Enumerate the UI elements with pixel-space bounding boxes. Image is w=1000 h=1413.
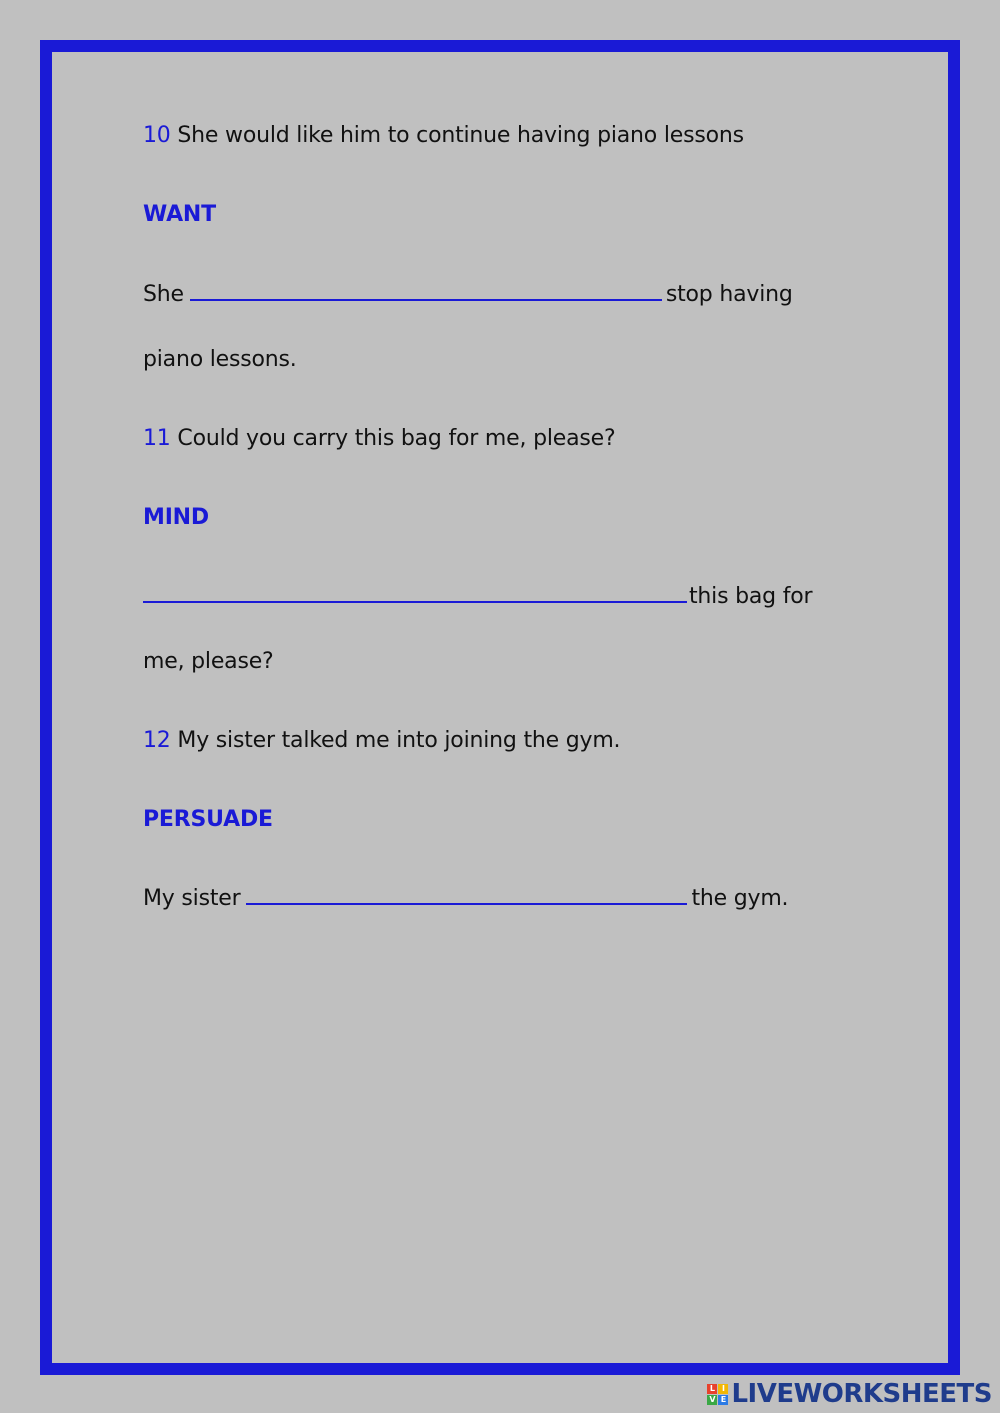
exercise-10-prompt <box>143 121 744 151</box>
answer-suffix: this bag for <box>689 584 813 609</box>
exercise-11-answer <box>143 581 812 612</box>
answer-blank[interactable] <box>190 279 662 301</box>
exercise-sentence: My sister talked me into joining the gym. <box>177 728 621 753</box>
exercise-10-answer-continuation: piano lessons. <box>143 347 297 372</box>
logo-letter: I <box>718 1384 728 1394</box>
brand-name: LIVEWORKSHEETS <box>731 1379 992 1409</box>
exercise-10-keyword: WANT <box>143 202 216 227</box>
exercise-number: 11 <box>143 426 171 451</box>
answer-blank[interactable] <box>246 883 687 905</box>
exercise-sentence: Could you carry this bag for me, please? <box>177 426 616 451</box>
exercise-number: 12 <box>143 728 171 753</box>
answer-suffix: stop having <box>665 282 793 307</box>
exercise-sentence: She would like him to continue having piano lessons <box>177 123 744 148</box>
exercise-12-prompt <box>143 726 620 756</box>
exercise-number: 10 <box>143 123 171 148</box>
answer-prefix: She <box>143 282 184 307</box>
exercise-12-keyword: PERSUADE <box>143 807 273 832</box>
answer-blank[interactable] <box>143 581 687 603</box>
exercise-11-answer-continuation: me, please? <box>143 649 274 674</box>
answer-prefix: My sister <box>143 886 241 911</box>
logo-letter: L <box>707 1384 717 1394</box>
page-border <box>40 40 960 1375</box>
logo-letter: V <box>709 1394 716 1404</box>
exercise-10-answer <box>143 279 793 310</box>
exercise-11-keyword: MIND <box>143 505 209 530</box>
liveworksheets-logo-icon <box>707 1384 728 1405</box>
exercise-11-prompt <box>143 424 615 454</box>
exercise-12-answer <box>143 883 788 914</box>
liveworksheets-brand[interactable] <box>707 1376 992 1412</box>
answer-suffix: the gym. <box>691 886 789 911</box>
logo-letter: E <box>718 1395 728 1405</box>
